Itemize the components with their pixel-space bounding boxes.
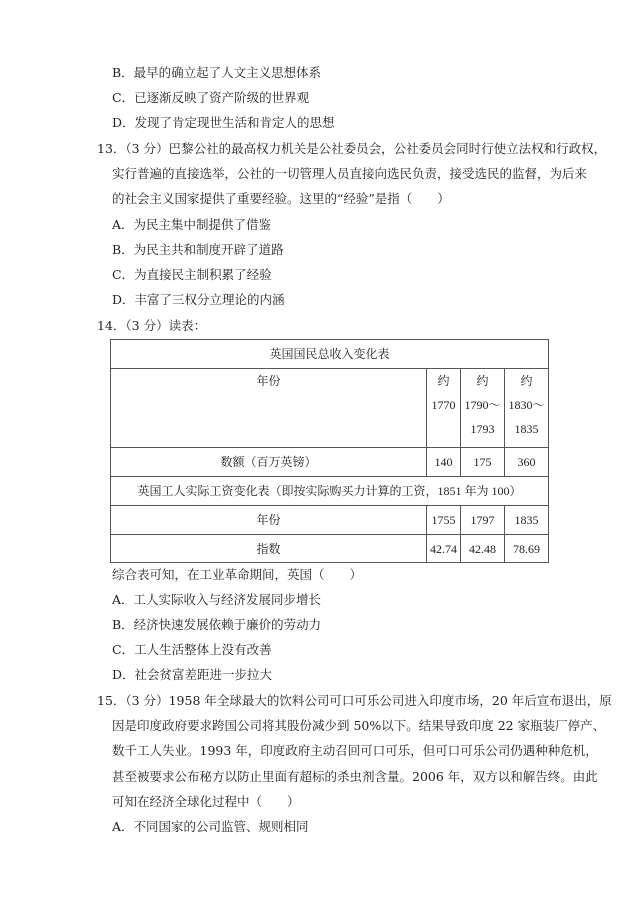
- q14-option-c: C．工人生活整体上没有改善: [112, 642, 272, 657]
- q13-option-b: B．为民主共和制度开辟了道路: [112, 242, 284, 257]
- table1-year-label: 年份: [111, 369, 427, 448]
- q14-table: [110, 339, 549, 563]
- q13-option-a: A．为民主集中制提供了借鉴: [112, 217, 272, 232]
- q15-stem-line: 甚至被要求公布秘方以防止里面有超标的杀虫剂含量。2006 年，双方以和解告终。由此: [112, 769, 598, 784]
- year-line: 1770: [431, 398, 456, 412]
- q14-option-a: A．工人实际收入与经济发展同步增长: [112, 592, 322, 607]
- table2-year-label: 年份: [111, 506, 427, 535]
- year-line: 约: [476, 374, 489, 388]
- year-line: 1830～: [508, 398, 545, 412]
- table1-year-cell: [427, 369, 461, 448]
- table2-year: 1755: [427, 506, 461, 535]
- table1-amount-label: 数额（百万英镑）: [111, 448, 427, 477]
- table2-index: 42.48: [461, 535, 505, 563]
- table1-amount: 175: [461, 448, 505, 477]
- table2-year: 1797: [461, 506, 505, 535]
- q15-stem-line: 15．（3 分）1958 年全球最大的饮料公司可口可乐公司进入印度市场，20 年后宣布退出，原: [97, 693, 612, 708]
- q14-option-d: D．社会贫富差距进一步拉大: [112, 667, 273, 682]
- q15-stem-line: 可知在经济全球化过程中（ ）: [112, 794, 300, 809]
- table1-year-cell: [505, 369, 549, 448]
- year-line: 1793: [470, 422, 495, 436]
- q14-option-b: B．经济快速发展依赖于廉价的劳动力: [112, 617, 322, 632]
- year-line: 1835: [514, 422, 539, 436]
- q12-option-b: B．最早的确立起了人文主义思想体系: [112, 65, 322, 80]
- q15-stem-line: 因是印度政府要求跨国公司将其股份减少到 50%以下。结果导致印度 22 家瓶装厂停产、: [112, 718, 606, 733]
- table1-amount: 360: [505, 448, 549, 477]
- table1-year-cell: [461, 369, 505, 448]
- table2-index: 42.74: [427, 535, 461, 563]
- q12-option-c: C．已逐渐反映了资产阶级的世界观: [112, 90, 310, 105]
- q14-stem: 14．（3 分）读表：: [97, 318, 207, 333]
- q13-stem-line: 实行普遍的直接选举，公社的一切管理人员直接向选民负责，接受选民的监督，为后来: [112, 166, 588, 181]
- q13-option-c: C．为直接民主制积累了经验: [112, 267, 272, 282]
- table2-year: 1835: [505, 506, 549, 535]
- q12-option-d: D．发现了肯定现世生活和肯定人的思想: [112, 115, 335, 130]
- q14-question: 综合表可知，在工业革命期间，英国（ ）: [112, 567, 363, 582]
- q15-option-a: A．不同国家的公司监管、规则相同: [112, 819, 309, 834]
- table2-index: 78.69: [505, 535, 549, 563]
- table2-title: 英国工人实际工资变化表（即按实际购买力计算的工资，1851 年为 100）: [111, 477, 549, 506]
- year-line: 1790～: [464, 398, 501, 412]
- table1-title: 英国国民总收入变化表: [111, 340, 549, 369]
- q13-stem-line: 的社会主义国家提供了重要经验。这里的“经验”是指（ ）: [112, 191, 450, 206]
- q13-option-d: D．丰富了三权分立理论的内涵: [112, 292, 285, 307]
- year-line: 约: [520, 374, 533, 388]
- table1-amount: 140: [427, 448, 461, 477]
- table2-index-label: 指数: [111, 535, 427, 563]
- q13-stem-line: 13．（3 分）巴黎公社的最高权力机关是公社委员会，公社委员会同时行使立法权和行政权，: [97, 141, 607, 156]
- year-line: 约: [437, 374, 450, 388]
- q15-stem-line: 数千工人失业。1993 年，印度政府主动召回可口可乐，但可口可乐公司仍遇种种危机，: [112, 743, 598, 758]
